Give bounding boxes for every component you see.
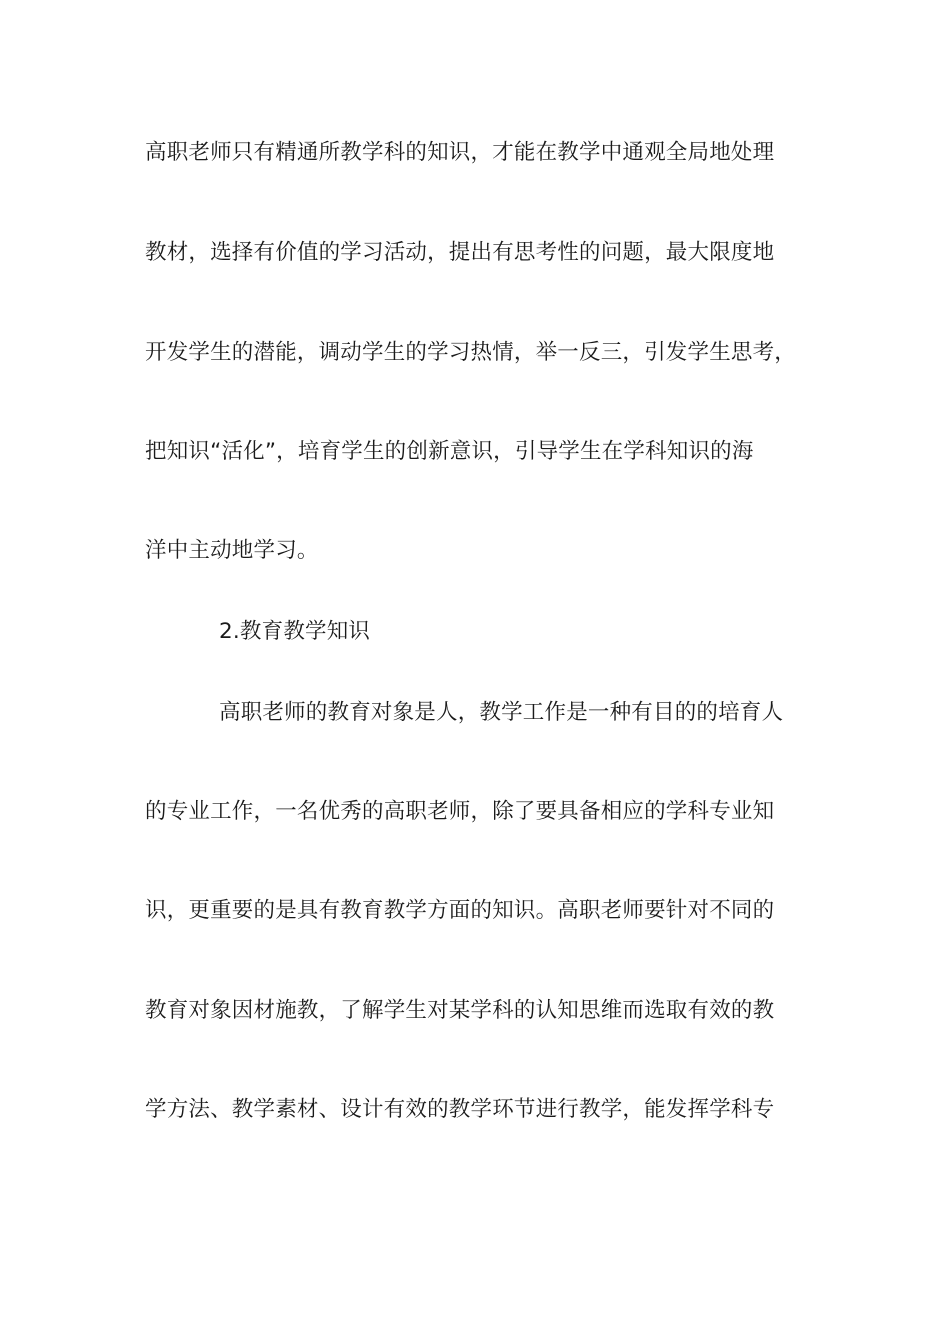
paragraph2-line-1: 高职老师的教育对象是人，教学工作是一种有目的的培育人 bbox=[219, 700, 784, 725]
paragraph1-line-1: 高职老师只有精通所教学科的知识，才能在教学中通观全局地处理 bbox=[145, 140, 775, 165]
paragraph1-line-2: 教材，选择有价值的学习活动，提出有思考性的问题，最大限度地 bbox=[145, 240, 775, 265]
section-heading: 2.教育教学知识 bbox=[219, 619, 371, 644]
paragraph2-line-3: 识，更重要的是具有教育教学方面的知识。高职老师要针对不同的 bbox=[145, 898, 775, 923]
paragraph2-line-4: 教育对象因材施教，了解学生对某学科的认知思维而选取有效的教 bbox=[145, 998, 775, 1023]
paragraph1-line-4: 把知识“活化”，培育学生的创新意识，引导学生在学科知识的海 bbox=[145, 439, 754, 464]
paragraph2-line-5: 学方法、教学素材、设计有效的教学环节进行教学，能发挥学科专 bbox=[145, 1097, 775, 1122]
paragraph1-line-3: 开发学生的潜能，调动学生的学习热情，举一反三，引发学生思考， bbox=[145, 340, 797, 365]
paragraph1-line-5: 洋中主动地学习。 bbox=[145, 538, 319, 563]
paragraph2-line-2: 的专业工作，一名优秀的高职老师，除了要具备相应的学科专业知 bbox=[145, 799, 775, 824]
